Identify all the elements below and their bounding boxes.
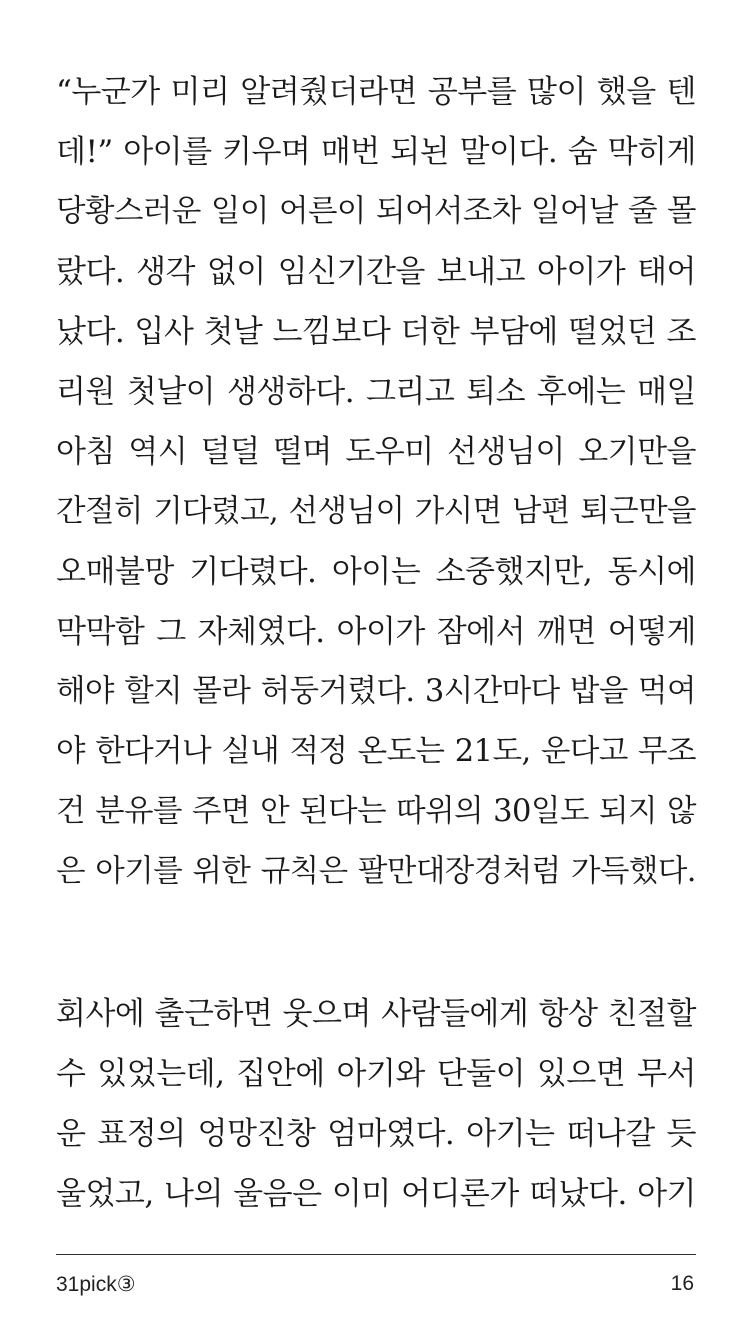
text-line: 아침 역시 덜덜 떨며 도우미 선생님이 오기만을 bbox=[56, 434, 696, 470]
text-line: 은 아기를 위한 규칙은 팔만대장경처럼 가득했다. bbox=[56, 854, 696, 889]
text-line: 막막함 그 자체였다. 아이가 잠에서 깨면 어떻게 bbox=[56, 614, 696, 650]
text-line: “누군가 미리 알려줬더라면 공부를 많이 했을 텐 bbox=[56, 74, 696, 110]
text-line: 회사에 출근하면 웃으며 사람들에게 항상 친절할 bbox=[56, 996, 696, 1032]
text-line: 건 분유를 주면 안 된다는 따위의 30일도 되지 않 bbox=[56, 794, 696, 829]
text-line: 났다. 입사 첫날 느낌보다 더한 부담에 떨었던 조 bbox=[56, 314, 696, 350]
text-line: 데!” 아이를 키우며 매번 되뇐 말이다. 숨 막히게 bbox=[56, 134, 696, 170]
text-line: 해야 할지 몰라 허둥거렸다. 3시간마다 밥을 먹여 bbox=[56, 674, 696, 709]
paragraph-spacer bbox=[56, 902, 696, 984]
body-text bbox=[56, 62, 696, 1224]
paragraph-2 bbox=[56, 984, 696, 1224]
text-line: 랐다. 생각 없이 임신기간을 보내고 아이가 태어 bbox=[56, 254, 696, 290]
paragraph-1 bbox=[56, 62, 696, 902]
text-line: 운 표정의 엉망진창 엄마였다. 아기는 떠나갈 듯 bbox=[56, 1116, 696, 1152]
text-line: 오매불망 기다렸다. 아이는 소중했지만, 동시에 bbox=[56, 554, 696, 590]
text-line: 간절히 기다렸고, 선생님이 가시면 남편 퇴근만을 bbox=[56, 494, 696, 529]
text-line: 울었고, 나의 울음은 이미 어디론가 떠났다. 아기 bbox=[56, 1176, 696, 1212]
footer-divider bbox=[56, 1254, 696, 1255]
text-line: 수 있었는데, 집안에 아기와 단둘이 있으면 무서 bbox=[56, 1056, 696, 1092]
page-number: 16 bbox=[670, 1272, 694, 1295]
text-line: 리원 첫날이 생생하다. 그리고 퇴소 후에는 매일 bbox=[56, 374, 696, 410]
text-line: 당황스러운 일이 어른이 되어서조차 일어날 줄 몰 bbox=[56, 194, 696, 229]
text-line: 야 한다거나 실내 적정 온도는 21도, 운다고 무조 bbox=[56, 734, 696, 769]
footer-title: 31pick③ bbox=[56, 1273, 136, 1296]
